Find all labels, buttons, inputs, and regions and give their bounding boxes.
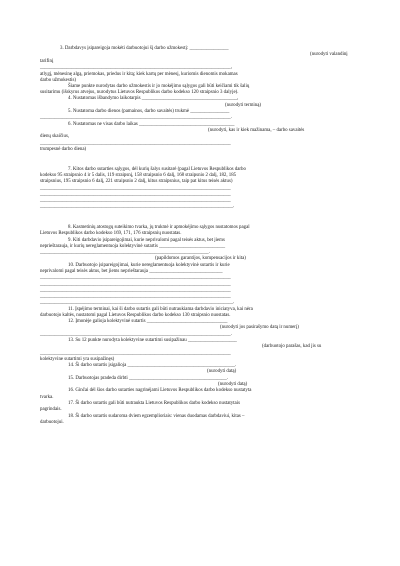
line-text: tarifinį bbox=[40, 59, 54, 64]
line-text: _____________________________________________________________________. bbox=[40, 250, 210, 255]
line-text: 16. Ginčai dėl šios darbo sutarties nagrinėjami Lietuvos Respublikos darbo kodekso nustatyta bbox=[68, 388, 252, 393]
line-text: ______________________________________________________________________________. bbox=[40, 332, 232, 337]
line-text: (papildomos garantijos, kompensacijos ir kita) bbox=[155, 256, 246, 261]
line-text: ______________________________________________________________________________ bbox=[40, 192, 231, 197]
line-text: ______________________________________________________________________________ bbox=[40, 294, 231, 299]
line-text: (nurodyti valandinį bbox=[310, 52, 348, 57]
line-text: Šiame punkte nurodytas darbo užmokestis ir jo mokėjimo sąlygos gali būti keičiami tik šalių bbox=[68, 84, 250, 89]
line-text: 12. Įmonėje galioja kolektyvinė sutartis _________________________________ bbox=[68, 319, 228, 324]
line-text: trumpesnė darbo diena) bbox=[40, 147, 87, 152]
line-text: 13. Su 12 punkte nurodyta kolektyvine sutartimi susipažinau ____________________ bbox=[68, 338, 237, 343]
line-text: ______________________________________________________________________________ bbox=[40, 198, 231, 203]
line-text: straipsnius, 195 straipsnio 6 dalį, 221 straipsnio 2 dalį, kitus straipsnius, taip pat kitus teisės aktus) bbox=[40, 179, 233, 184]
line-text: kodekso 95 straipsnio 4 ir 5 dalis, 119 straipsnį, 158 straipsnio 6 dalį, 168 straipsnio 2 dalį, 182, 185 bbox=[40, 173, 237, 178]
line-text: ______________________________________________________________________________, bbox=[40, 65, 232, 70]
line-text: 11. Įspėjimo terminai, kai ši darbo sutartis gali būti nutraukiama darbdavio iniciatyva, kai nėra bbox=[68, 307, 253, 312]
line-text: ______________________________________________________________________________ bbox=[40, 282, 231, 287]
line-text: 5. Nustatoma darbo dienos (pamainos, darbo savaitės) trukmė ________________ bbox=[68, 109, 230, 114]
line-text: (nurodyti datą) bbox=[207, 369, 237, 374]
line-text: ______________________________________________________________________________ bbox=[40, 275, 231, 280]
line-text: ______________________________________________________________________________ bbox=[40, 141, 231, 146]
line-text: kolektyvine sutartimi yra susipažinęs) bbox=[40, 357, 115, 362]
line-text: 17. Ši darbo sutartis gali būti nutraukta Lietuvos Respublikos darbo kodekso nustatytais bbox=[68, 401, 240, 406]
line-text: susitarimu (išskyrus atvejus, nurodytus Lietuvos Respublikos darbo kodekso 120 straipsnio 3 dalyje). bbox=[40, 90, 239, 95]
line-text: neprieštarauja, ir kurių nereglamentuoja kolektyvinė sutartis ___________________________ bbox=[40, 244, 226, 249]
line-text: dienų skaičius, bbox=[40, 134, 70, 139]
line-text: (nurodyti, kas ir kiek mažinama, – darbo savaitės bbox=[208, 128, 305, 133]
line-text: atlygį, mėnesinę algą, priemokas, priedus ir kitą; kiek kartų per mėnesį, kuriomis dienomis mokamas bbox=[40, 72, 238, 77]
line-text: 3. Darbdavys įsipareigoja mokėti darbuotojui šį darbo užmokestį: ________________ bbox=[60, 46, 229, 51]
line-text: 9. Kiti darbdavio įsipareigojimai, kurie neprivalomi pagal teisės aktus, bet jiems bbox=[68, 238, 225, 243]
line-text: (darbuotojo parašas, kad jis su bbox=[262, 344, 322, 349]
line-text: 4. Nustatomas išbandymo laikotarpis _______________________________________, bbox=[68, 96, 239, 101]
line-text: 15. Darbuotojas pradeda dirbti ________________________________________. bbox=[68, 376, 229, 381]
line-text: darbo užmokestis) bbox=[40, 78, 76, 83]
line-text: (nurodyti jos pasirašymo datą ir numerį) bbox=[220, 325, 299, 330]
line-text: Lietuvos Respublikos darbo kodekso 169, 171, 176 straipsnių nuostatas. bbox=[40, 231, 182, 236]
line-text: _______________________________________________________________________________. bbox=[40, 204, 235, 209]
line-text: tvarka. bbox=[40, 395, 54, 400]
line-text: 7. Kitos darbo sutarties sąlygos, dėl kurių šalys susitarė (pagal Lietuvos Respublikos darbo bbox=[68, 167, 246, 172]
line-text: darbuotojo kaltės, nustatomi pagal Lietuvos Respublikos darbo kodekso 130 straipsnio nuostatas. bbox=[40, 313, 231, 318]
line-text: (nurodyti terminą) bbox=[225, 103, 261, 108]
line-text: _______________________________________________________________________________. bbox=[40, 300, 235, 305]
line-text: neprivalomi pagal teisės aktus, bet jiems neprieštarauja ______________________________ bbox=[40, 269, 223, 274]
line-text: 18. Ši darbo sutartis sudaroma dviem egzemplioriais: vienas duodamas darbdaviui, kitas – bbox=[68, 414, 245, 419]
line-text: 8. Kasmetinių atostogų suteikimo tvarka, jų trukmė ir apmokėjimo sąlygos nustatomos pagal bbox=[68, 225, 250, 230]
line-text: darbuotojui. bbox=[40, 420, 64, 425]
line-text: (nurodyti datą) bbox=[218, 382, 248, 387]
line-text: pagrindais. bbox=[40, 407, 62, 412]
line-text: 10. Darbuotojo įsipareigojimai, kurie nereglamentuoja kolektyvinė sutartis ir kurie bbox=[68, 263, 230, 268]
line-text: ______________________________________________________________________________. bbox=[40, 115, 232, 120]
line-text: ______________________________________________________________________________ bbox=[40, 288, 231, 293]
line-text: ______________________________________________________________________________ bbox=[40, 351, 231, 356]
line-text: ______________________________________________________________________________ bbox=[40, 186, 231, 191]
line-text: 6. Nustatomas ne visas darbo laikas _______________________________________ bbox=[68, 122, 235, 127]
line-text: 14. Ši darbo sutartis įsigalioja ____________________________________________. bbox=[68, 363, 237, 368]
